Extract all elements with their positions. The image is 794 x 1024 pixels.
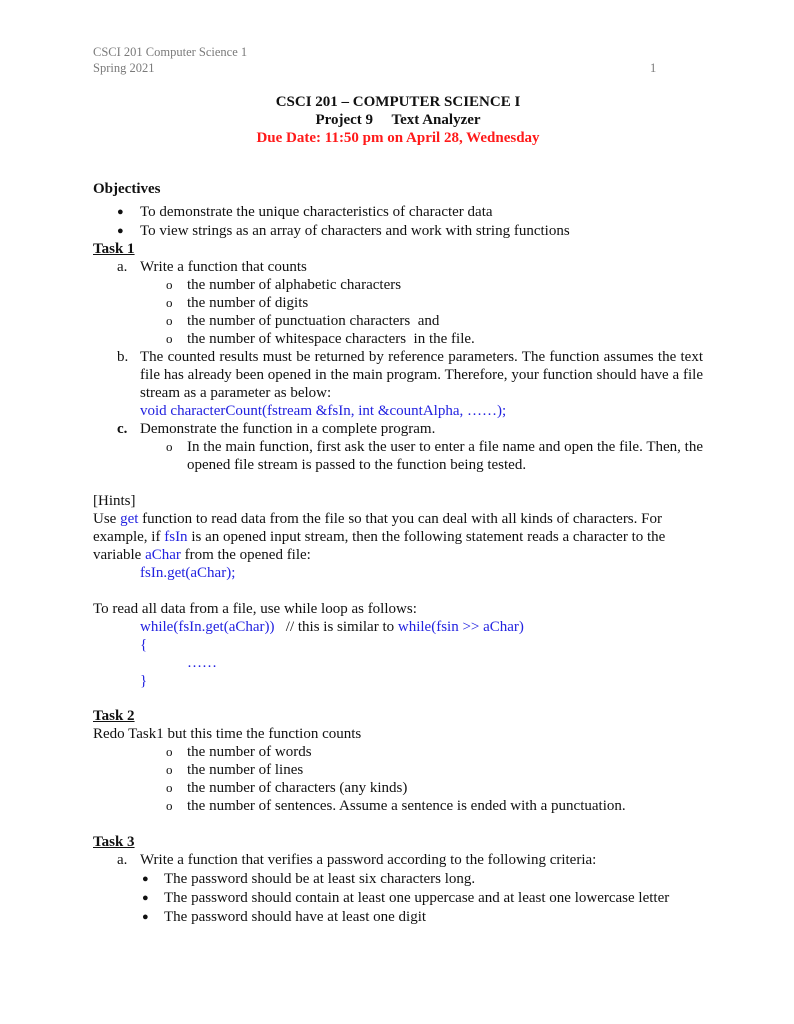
- code-comment: // this is similar to: [274, 619, 398, 635]
- list-marker: b.: [117, 349, 129, 365]
- task1-heading: Task 1: [93, 241, 135, 257]
- task1-a-item: the number of alphabetic characters: [187, 277, 402, 293]
- code-while-alt: while(fsin >> aChar): [397, 619, 524, 635]
- task3-item: The password should be at least six characters long.: [164, 871, 476, 887]
- task2-item: the number of characters (any kinds): [187, 780, 408, 796]
- hints-text: function to read data from the file so that you can deal with all kinds of characters. For example, if: [93, 511, 662, 545]
- task3-heading: Task 3: [93, 834, 135, 850]
- hints-loop-text: To read all data from a file, use while loop as follows:: [93, 601, 417, 617]
- hints-text: from the opened file:: [180, 547, 311, 563]
- task2-item: the number of sentences. Assume a sentence is ended with a punctuation.: [187, 798, 626, 814]
- circle-bullet-icon: o: [166, 780, 173, 795]
- bullet-icon: ●: [142, 873, 149, 885]
- code-brace-open: {: [140, 637, 148, 653]
- circle-bullet-icon: o: [166, 798, 173, 813]
- code-brace-close: }: [140, 673, 148, 689]
- task2-intro: Redo Task1 but this time the function counts: [93, 726, 362, 742]
- header-course: CSCI 201 Computer Science 1: [93, 45, 248, 59]
- task2-item: the number of lines: [187, 762, 304, 778]
- objective-item: To demonstrate the unique characteristics of character data: [140, 204, 493, 220]
- circle-bullet-icon: o: [166, 277, 173, 292]
- code-achar: aChar: [145, 547, 181, 563]
- bullet-icon: ●: [142, 892, 149, 904]
- bullet-icon: ●: [142, 911, 149, 923]
- code-while-loop: while(fsIn.get(aChar)): [140, 619, 275, 635]
- project-title: Project 9 Text Analyzer: [315, 112, 481, 128]
- hints-heading: [Hints]: [93, 493, 136, 509]
- task3-item: The password should contain at least one uppercase and at least one lowercase letter: [164, 890, 670, 906]
- task1-a-item: the number of whitespace characters in the file.: [187, 331, 475, 347]
- code-ellipsis: ……: [187, 655, 217, 671]
- circle-bullet-icon: o: [166, 762, 173, 777]
- hints-paragraph: [93, 510, 691, 564]
- header-term: Spring 2021: [93, 61, 155, 75]
- task3-a-text: Write a function that verifies a password according to the following criteria:: [140, 852, 597, 868]
- bullet-icon: ●: [117, 206, 124, 218]
- task1-b-text: The counted results must be returned by reference parameters. The function assumes the text file has already been opened in the main program. Therefore, your function should have a file stream as a parameter as below:: [140, 349, 703, 401]
- circle-bullet-icon: o: [166, 331, 173, 346]
- header-page-number: 1: [650, 61, 657, 75]
- circle-bullet-icon: o: [166, 313, 173, 328]
- code-fsin: fsIn: [164, 529, 188, 545]
- task2-heading: Task 2: [93, 708, 135, 724]
- list-marker: a.: [117, 852, 128, 868]
- task2-item: the number of words: [187, 744, 312, 760]
- list-marker: a.: [117, 259, 128, 275]
- task1-a-text: Write a function that counts: [140, 259, 307, 275]
- task3-item: The password should have at least one digit: [164, 909, 427, 925]
- objectives-heading: Objectives: [93, 181, 161, 197]
- circle-bullet-icon: o: [166, 744, 173, 759]
- task1-c-item: In the main function, first ask the user to enter a file name and open the file. Then, the opened file stream is passed to the function being tested.: [187, 439, 703, 473]
- circle-bullet-icon: o: [166, 295, 173, 310]
- task1-a-item: the number of punctuation characters and: [187, 313, 440, 329]
- task1-b-code: void characterCount(fstream &fsIn, int &countAlpha, ……);: [140, 403, 507, 419]
- hints-loop-line: [140, 618, 524, 636]
- objective-item: To view strings as an array of characters and work with string functions: [140, 223, 570, 239]
- task1-a-item: the number of digits: [187, 295, 309, 311]
- circle-bullet-icon: o: [166, 439, 173, 454]
- due-date: Due Date: 11:50 pm on April 28, Wednesday: [256, 130, 540, 146]
- list-marker: c.: [117, 421, 128, 437]
- hints-text: is an opened input stream, then the following statement reads a character to the variable: [93, 529, 666, 563]
- bullet-icon: ●: [117, 225, 124, 237]
- code-get: get: [120, 511, 139, 527]
- doc-title: CSCI 201 – COMPUTER SCIENCE I: [275, 94, 521, 110]
- task1-c-text: Demonstrate the function in a complete program.: [140, 421, 436, 437]
- hints-text: Use: [93, 511, 121, 527]
- hints-code-get: fsIn.get(aChar);: [140, 565, 236, 581]
